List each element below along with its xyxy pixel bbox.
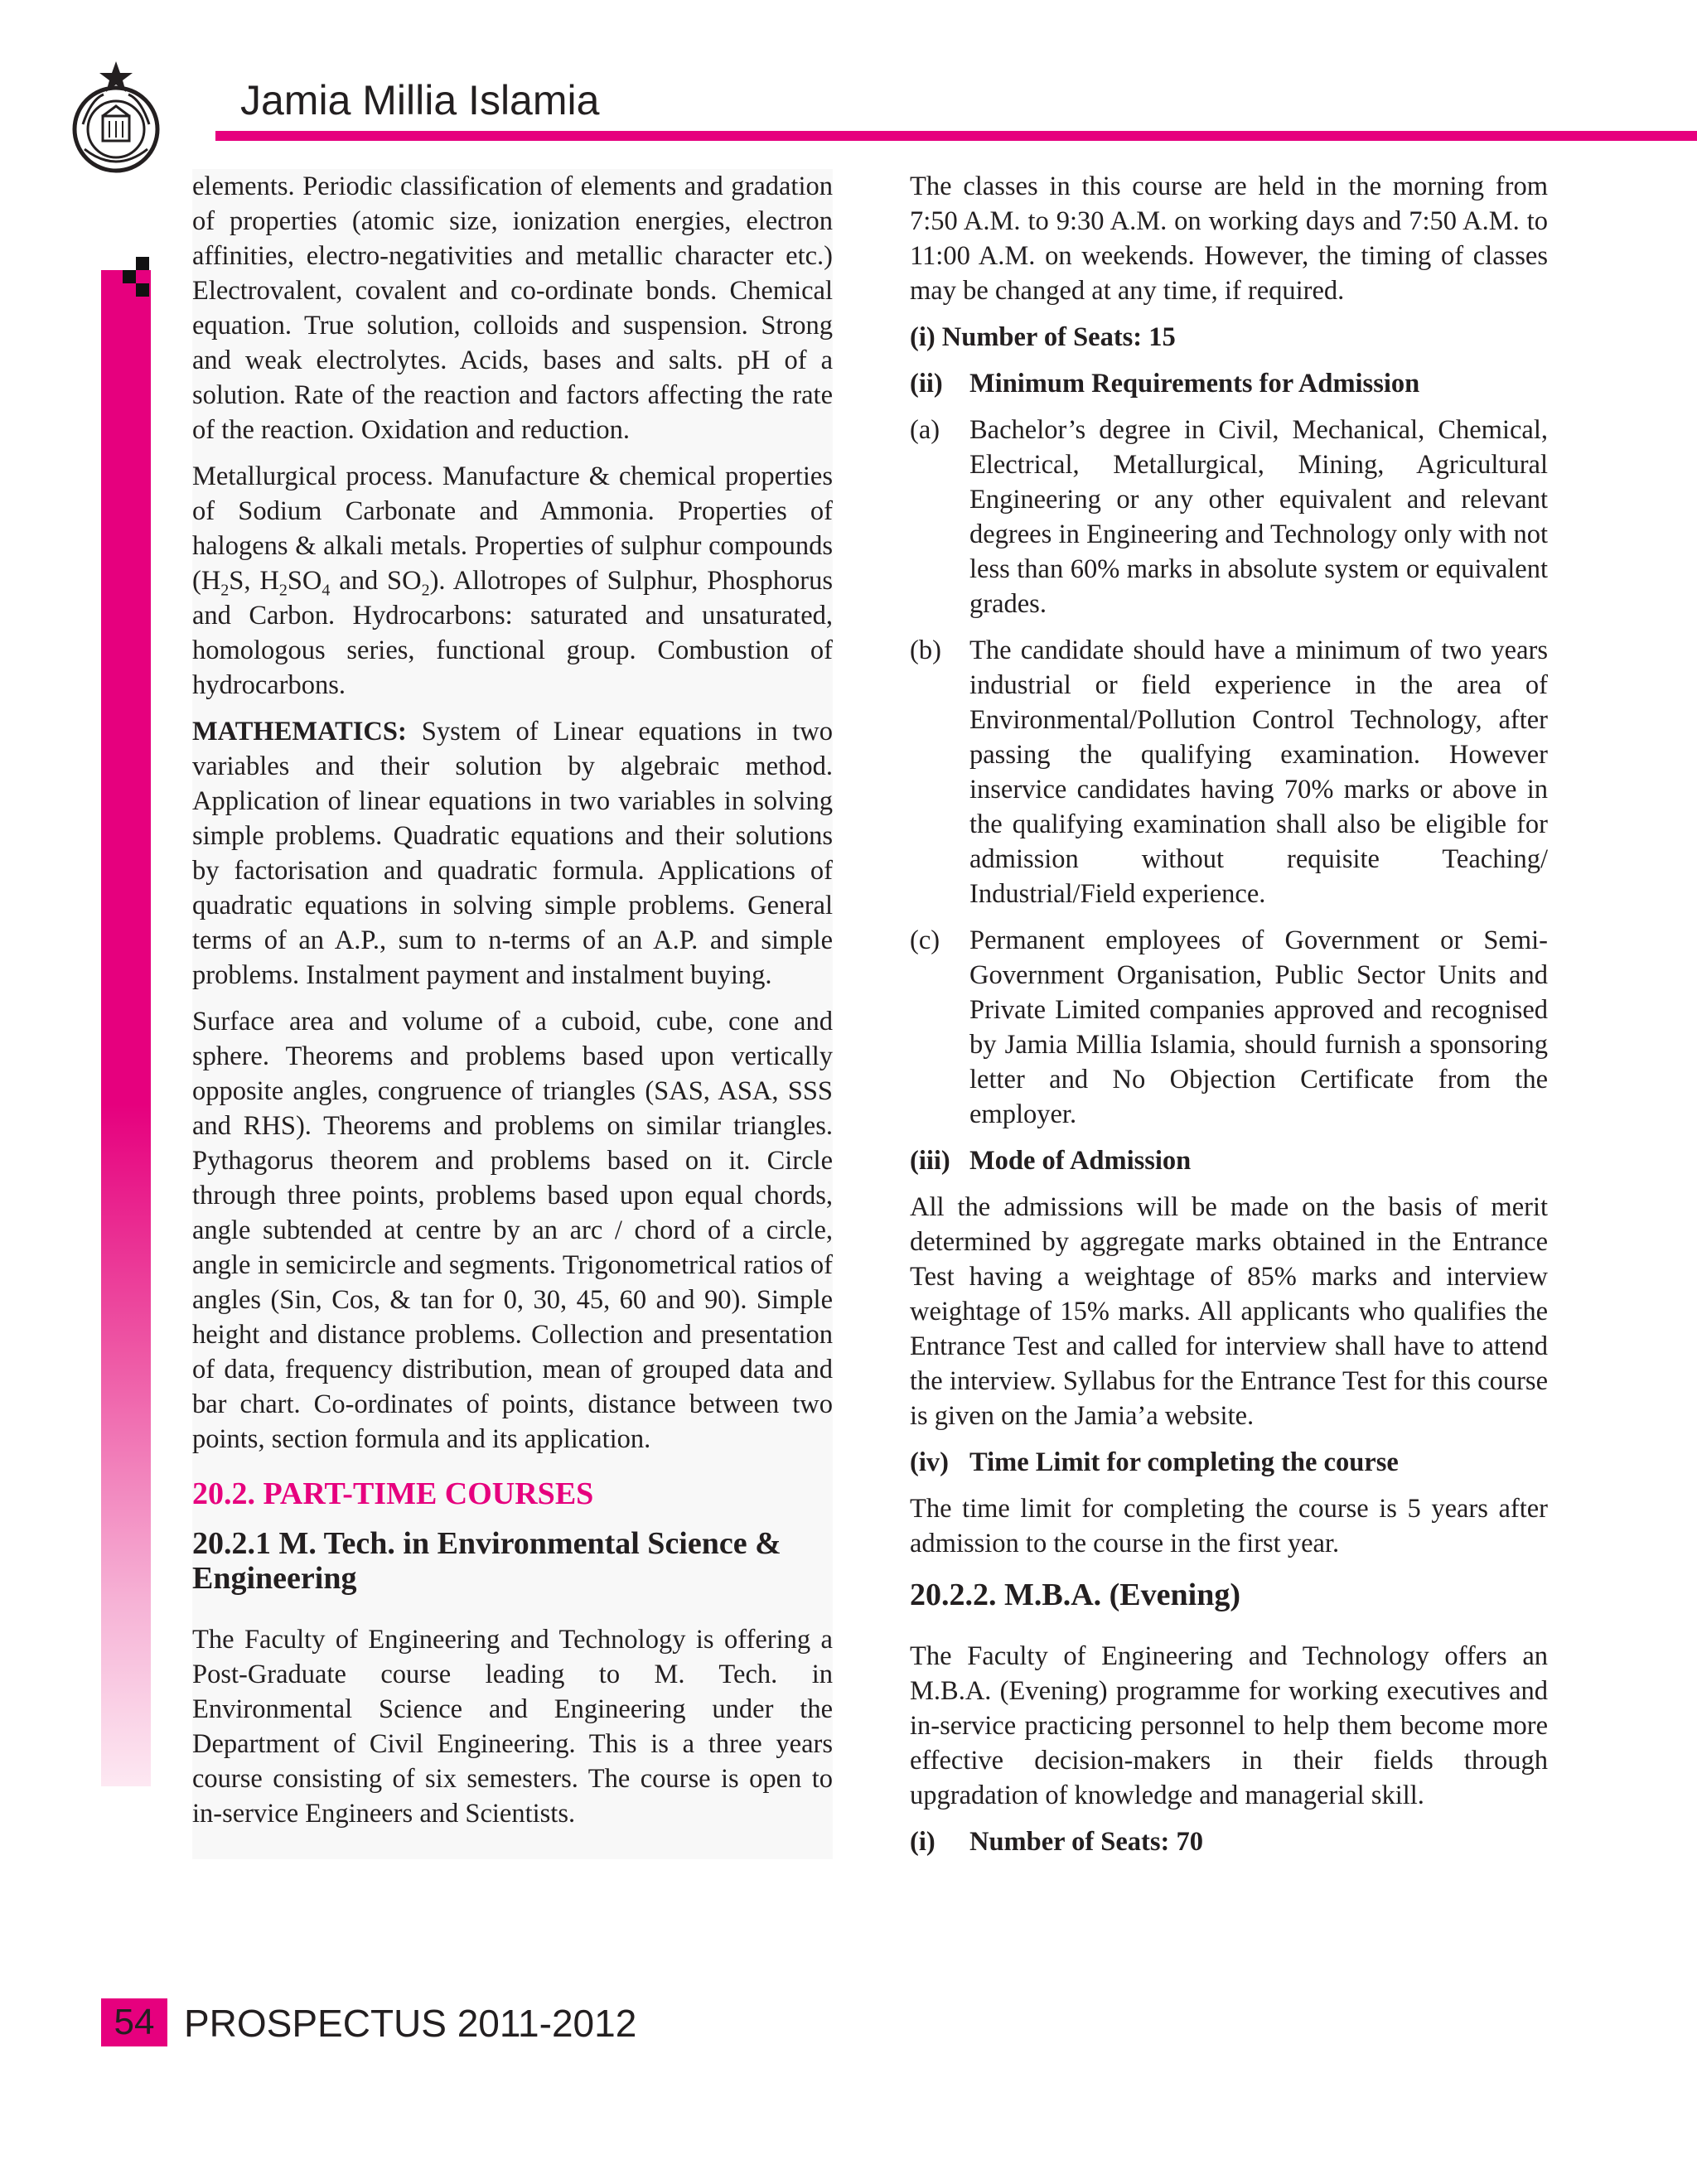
decor-square [123, 270, 136, 283]
footer-title: PROSPECTUS 2011-2012 [184, 2002, 637, 2045]
paragraph: Surface area and volume of a cuboid, cube, cone and sphere. Theorems and problems based upon vertically opposite angles, congruence of triangles (SAS, ASA, SSS and RHS). Theorems and problems on similar triangles. Pythagorus theorem and problems based on it. Circle through three points, problems based upon equal chords, angle subtended at centre by an arc / chord of a circle, angle in semicircle and segments. Trigonometrical ratios of angles (Sin, Cos, & tan for 0, 30, 45, 60 and 90). Simple height and distance problems. Collection and presentation of data, frequency distribution, mean of grouped data and bar chart. Co-ordinates of points, distance between two points, section formula and its application. [192, 1007, 833, 1454]
paragraph: Metallurgical process. Manufacture & chemical properties of Sodium Carbonate and Ammonia. Properties of halogens & alkali metals. Properties of sulphur compounds ($H_2S$, $H_2SO_4$ and $SO_2$). Allotropes of Sulphur, Phosphorus and Carbon. Hydrocarbons: saturated and unsaturated, homologous series, functional group. Combustion of hydrocarbons. [192, 461, 833, 700]
paragraph: The Faculty of Engineering and Technology offers an M.B.A. (Evening) programme for working executives and in-service practicing personnel to help them become more effective decision-makers in their fields through upgradation of knowledge and managerial skill. [910, 1641, 1548, 1810]
right-column [910, 169, 1548, 1871]
jmi-crest-icon [66, 58, 166, 174]
list-item: (b) The candidate should have a minimum of two years industrial or field experience in the area of Environmental/Pollution Control Technology, after passing the qualifying examination. However inservice candidates having 70% marks or above in the qualifying examination shall also be eligible for admission without requisite Teaching/ Industrial/Field experience. [910, 635, 1548, 909]
list-item: (c) Permanent employees of Government or Semi-Government Organisation, Public Sector Units and Private Limited companies approved and recognised by Jamia Millia Islamia, should furnish a sponsoring letter and No Objection Certificate from the employer. [910, 925, 1548, 1129]
subsection-heading: 20.2.1 M. Tech. in Environmental Science & Engineering [192, 1526, 781, 1596]
paragraph: The Faculty of Engineering and Technology is offering a Post-Graduate course leading to M. Tech. in Environmental Science and Engineering under the Department of Civil Engineering. This is a three years course consisting of six semesters. The course is open to in-service Engineers and Scientists. [192, 1625, 833, 1829]
header-title: Jamia Millia Islamia [240, 77, 600, 123]
paragraph: All the admissions will be made on the basis of merit determined by aggregate marks obtained in the Entrance Test having a weightage of 85% marks and interview weightage of 15% marks. All applicants who qualifies the Entrance Test and called for interview shall have to attend the interview. Syllabus for the Entrance Test for this course is given on the Jamia’a website. [910, 1192, 1548, 1431]
list-heading: (iv) Time Limit for completing the course [910, 1447, 1399, 1477]
paragraph: The time limit for completing the course is 5 years after admission to the course in the first year. [910, 1494, 1548, 1558]
decor-square [136, 283, 149, 297]
seats-heading: (i) Number of Seats: 15 [910, 322, 1176, 352]
list-heading: (ii) Minimum Requirements for Admission [910, 369, 1420, 399]
page-number: 54 [101, 1998, 167, 2046]
left-column [192, 169, 833, 1859]
section-heading: 20.2. PART-TIME COURSES [192, 1476, 594, 1511]
side-color-bar [101, 270, 151, 1786]
header-rule [215, 131, 1697, 141]
list-heading: (iii) Mode of Admission [910, 1146, 1192, 1176]
list-heading: (i) Number of Seats: 70 [910, 1827, 1203, 1857]
subsection-heading: 20.2.2. M.B.A. (Evening) [910, 1578, 1240, 1612]
paragraph: elements. Periodic classification of elements and gradation of properties (atomic size, ionization energies, electron affinities, electro-negativities and metallic character etc.) Electrovalent, covalent and co-ordinate bonds. Chemical equation. True solution, colloids and suspension. Strong and weak electrolytes. Acids, bases and salts. pH of a solution. Rate of the reaction and factors affecting the rate of the reaction. Oxidation and reduction. [192, 172, 833, 445]
math-label: MATHEMATICS: [192, 717, 407, 747]
decor-square [136, 257, 149, 270]
paragraph: MATHEMATICS: System of Linear equations in two variables and their solution by algebraic method. Application of linear equations in two variables in solving simple problems. Quadratic equations and their solutions by factorisation and quadratic formula. Applications of quadratic equations in solving simple problems. General terms of an A.P., sum to n-terms of an A.P. and simple problems. Instalment payment and instalment buying. [192, 717, 833, 990]
paragraph: The classes in this course are held in the morning from 7:50 A.M. to 9:30 A.M. on working days and 7:50 A.M. to 11:00 A.M. on weekends. However, the timing of classes may be changed at any time, if required. [910, 172, 1548, 306]
list-item: (a) Bachelor’s degree in Civil, Mechanical, Chemical, Electrical, Metallurgical, Mining, Agricultural Engineering or any other equivalent and relevant degrees in Engineering and Technology only with not less than 60% marks in absolute system or equivalent grades. [910, 415, 1548, 619]
